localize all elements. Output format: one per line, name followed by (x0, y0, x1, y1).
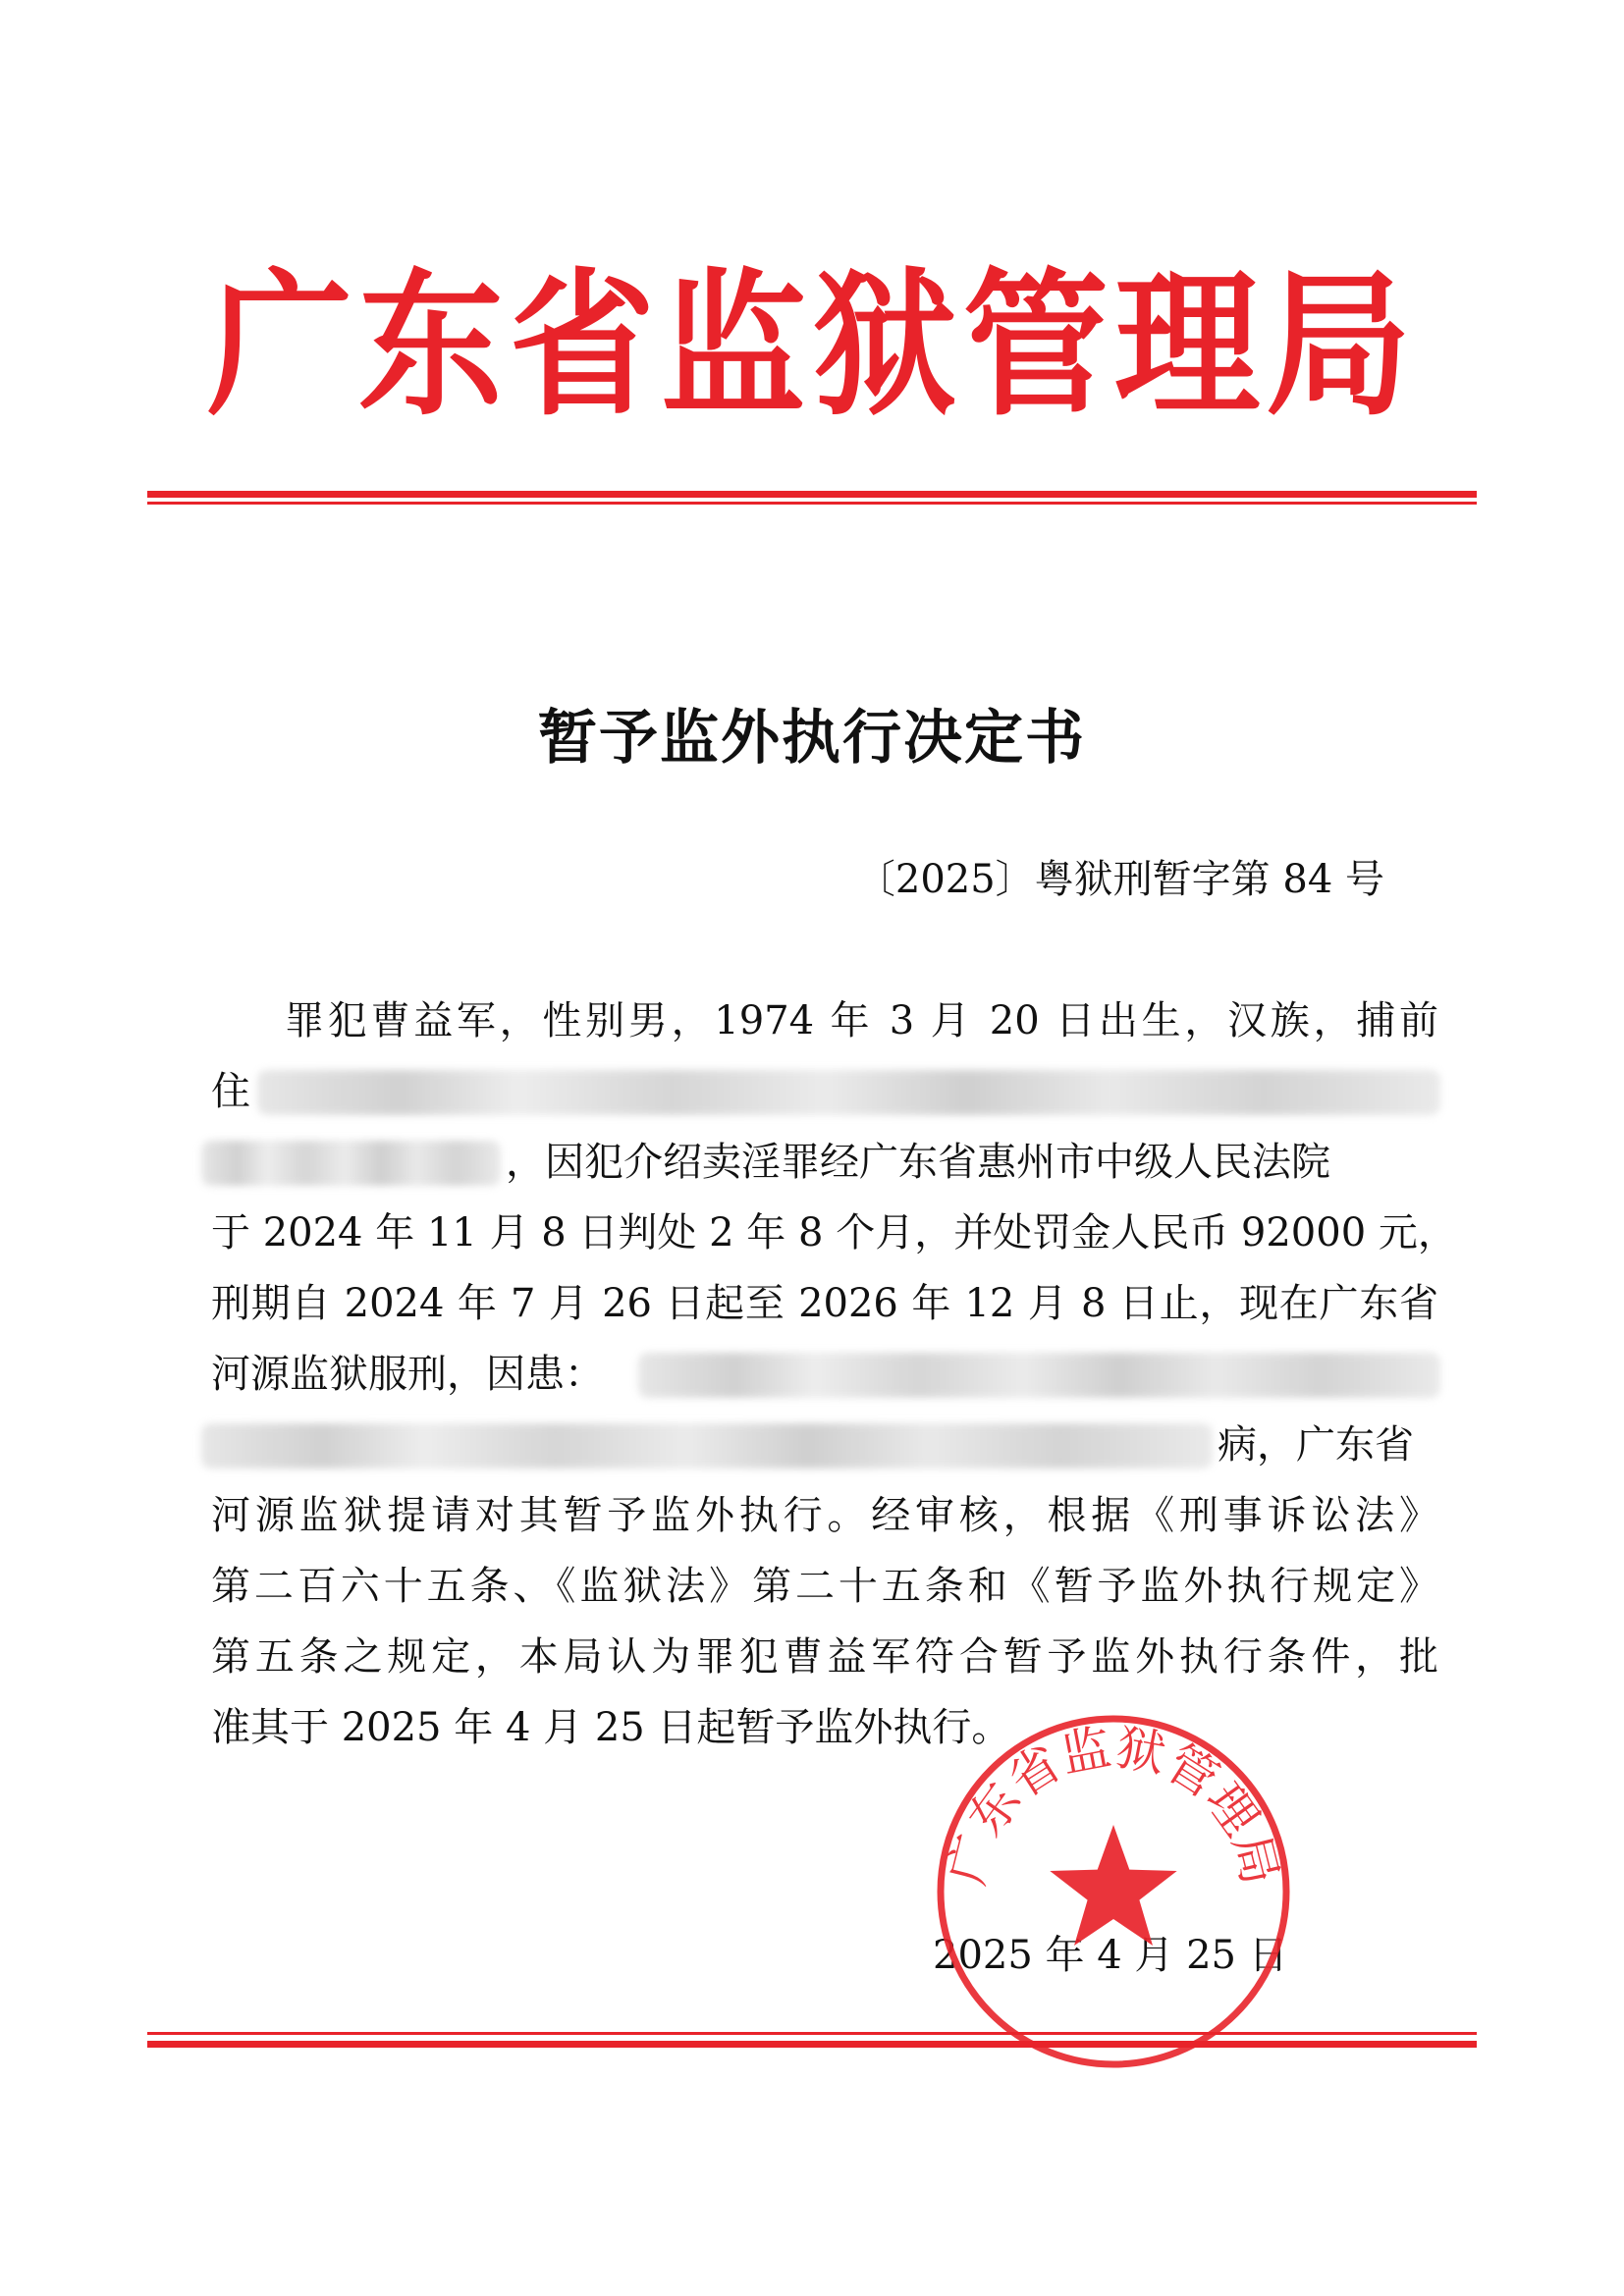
body-line-11: 准其于 2025 年 4 月 25 日起暂予监外执行。 (211, 1705, 1011, 1750)
redacted-address-1 (257, 1070, 1440, 1115)
header-rule-thin (147, 502, 1477, 505)
official-seal (925, 1703, 1302, 2080)
org-title: 广东省监狱管理局 (207, 254, 1417, 437)
footer-rule-thick (147, 2041, 1477, 2048)
body-line-8: 河源监狱提请对其暂予监外执行。经审核，根据《刑事诉讼法》 (211, 1493, 1438, 1538)
redacted-address-2 (201, 1141, 501, 1186)
body-line-6: 河源监狱服刑，因患： (211, 1352, 604, 1397)
body-line-10: 第五条之规定，本局认为罪犯曹益军符合暂予监外执行条件，批 (211, 1634, 1438, 1680)
redacted-illness-1 (638, 1353, 1440, 1398)
body-line-1: 罪犯曹益军，性别男，1974 年 3 月 20 日出生，汉族，捕前 (285, 998, 1438, 1043)
body-line-3: ，因犯介绍卖淫罪经广东省惠州市中级人民法院 (506, 1140, 1330, 1185)
body-line-2: 住 (211, 1069, 250, 1114)
seal-text: 广东省监狱管理局 (938, 1718, 1289, 1891)
header-rule-thick (147, 491, 1477, 498)
star-icon (1050, 1825, 1176, 1946)
body-line-9: 第二百六十五条、《监狱法》第二十五条和《暂予监外执行规定》 (211, 1564, 1438, 1609)
redacted-illness-2 (201, 1423, 1213, 1468)
document-title: 暂予监外执行决定书 (538, 704, 1086, 773)
body-line-4: 于 2024 年 11 月 8 日判处 2 年 8 个月，并处罚金人民币 92000 元， (211, 1210, 1457, 1255)
body-line-5: 刑期自 2024 年 7 月 26 日起至 2026 年 12 月 8 日止，现在广东省 (211, 1281, 1438, 1326)
body-line-7: 病，广东省 (1218, 1422, 1414, 1468)
document-date: 2025 年 4 月 25 日 (933, 1933, 1288, 1978)
document-number: 〔2025〕粤狱刑暂字第 84 号 (855, 857, 1384, 902)
footer-rule-thin (147, 2032, 1477, 2035)
